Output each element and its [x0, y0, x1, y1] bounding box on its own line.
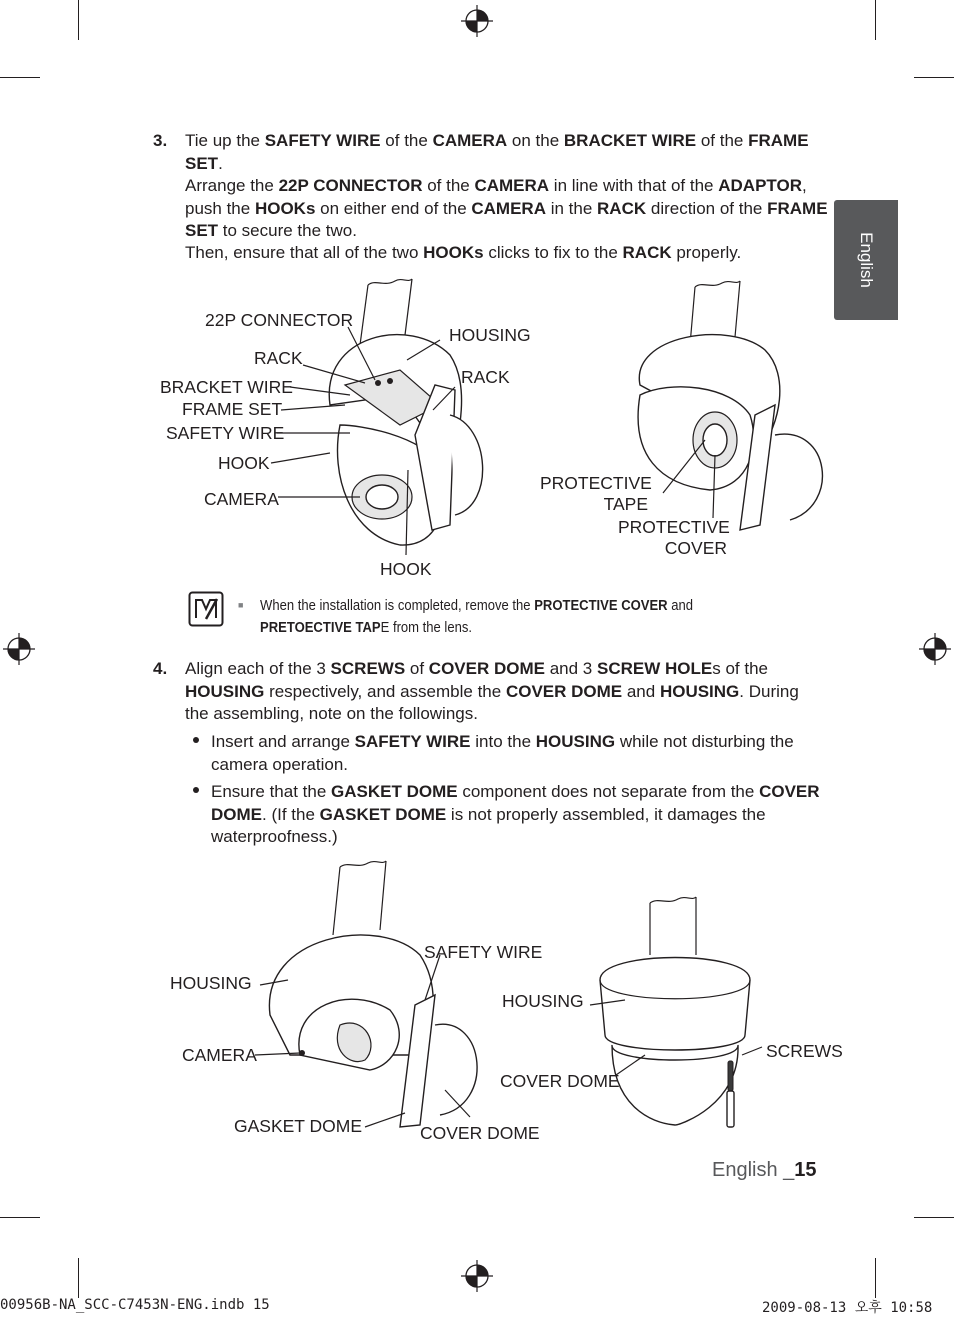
label-housing: HOUSING: [449, 325, 531, 345]
step4-paragraph: Align each of the 3 SCREWS of COVER DOME and 3 SCREW HOLEs of the HOUSING respectively, and assemble the COVER DOME and HOUSING. During the assembling, note on the followings.: [185, 659, 799, 723]
print-date-info: 2009-08-13 오후 10:58: [762, 1300, 933, 1316]
assembled-housing-unit: [600, 897, 750, 1127]
label-safety-wire: SAFETY WIRE: [166, 423, 285, 443]
registration-mark-icon: [460, 1259, 494, 1293]
crop-mark: [875, 0, 876, 40]
label-protective-tape: PROTECTIVE TAPE: [540, 473, 652, 514]
crop-mark: [0, 77, 40, 78]
step4-number: 4.: [153, 659, 168, 678]
bullet-dot: [193, 787, 199, 793]
step3-paragraph-3: Then, ensure that all of the two HOOKs clicks to fix to the RACK properly.: [185, 243, 742, 262]
note-bullet: ■: [238, 600, 244, 610]
note-text: When the installation is completed, remove the PROTECTIVE COVER and PRETOECTIVE TAPE from the lens.: [260, 598, 694, 636]
registration-mark-icon: [918, 632, 952, 666]
note-icon: [188, 591, 224, 627]
label-screws: SCREWS: [766, 1041, 843, 1061]
crop-mark: [78, 1258, 79, 1298]
label-rack-left: RACK: [254, 348, 303, 368]
label-frame-set: FRAME SET: [182, 399, 283, 419]
step4-bullet-1: Insert and arrange SAFETY WIRE into the HOUSING while not disturbing the camera operation.: [211, 732, 794, 774]
label-safety-wire: SAFETY WIRE: [424, 942, 543, 962]
label-rack-right: RACK: [461, 367, 510, 387]
language-tab-label: English: [857, 232, 876, 288]
label-gasket-dome: GASKET DOME: [234, 1116, 363, 1136]
step4-bullet-2: Ensure that the GASKET DOME component does not separate from the COVER DOME. (If the GASKET DOME is not properly assembled, it damages the waterproofness.): [211, 782, 820, 846]
registration-mark-icon: [2, 632, 36, 666]
step3-number: 3.: [153, 131, 168, 150]
page-number: English _15: [712, 1159, 817, 1181]
camera-assembly-right: [638, 281, 822, 530]
label-housing-left: HOUSING: [170, 973, 252, 993]
label-hook-bottom: HOOK: [380, 559, 432, 579]
label-cover-dome-left: COVER DOME: [420, 1123, 540, 1143]
crop-mark: [914, 77, 954, 78]
registration-mark-icon: [460, 4, 494, 38]
bullet-dot: [193, 737, 199, 743]
open-housing-unit: [269, 861, 477, 1127]
cover-dome-assembly-illustration: [150, 855, 840, 1145]
label-hook-left: HOOK: [218, 453, 270, 473]
label-22p-connector: 22P CONNECTOR: [205, 310, 354, 330]
label-camera: CAMERA: [182, 1045, 257, 1065]
label-camera: CAMERA: [204, 489, 279, 509]
language-tab: [834, 200, 898, 320]
step3-paragraph-2: Arrange the 22P CONNECTOR of the CAMERA in line with that of the ADAPTOR, push the HOOKs on either end of the CAMERA in the RACK direction of the FRAME SET to secure the two.: [185, 176, 828, 240]
label-protective-cover: PROTECTIVE COVER: [618, 517, 730, 558]
label-cover-dome-right: COVER DOME: [500, 1071, 620, 1091]
crop-mark: [875, 1258, 876, 1298]
crop-mark: [0, 1217, 40, 1218]
crop-mark: [78, 0, 79, 40]
label-bracket-wire: BRACKET WIRE: [160, 377, 293, 397]
label-housing-right: HOUSING: [502, 991, 584, 1011]
print-file-info: 00956B-NA_SCC-C7453N-ENG.indb 15: [0, 1297, 270, 1313]
crop-mark: [914, 1217, 954, 1218]
step3-paragraph-1: Tie up the SAFETY WIRE of the CAMERA on the BRACKET WIRE of the FRAME SET.: [185, 131, 809, 173]
